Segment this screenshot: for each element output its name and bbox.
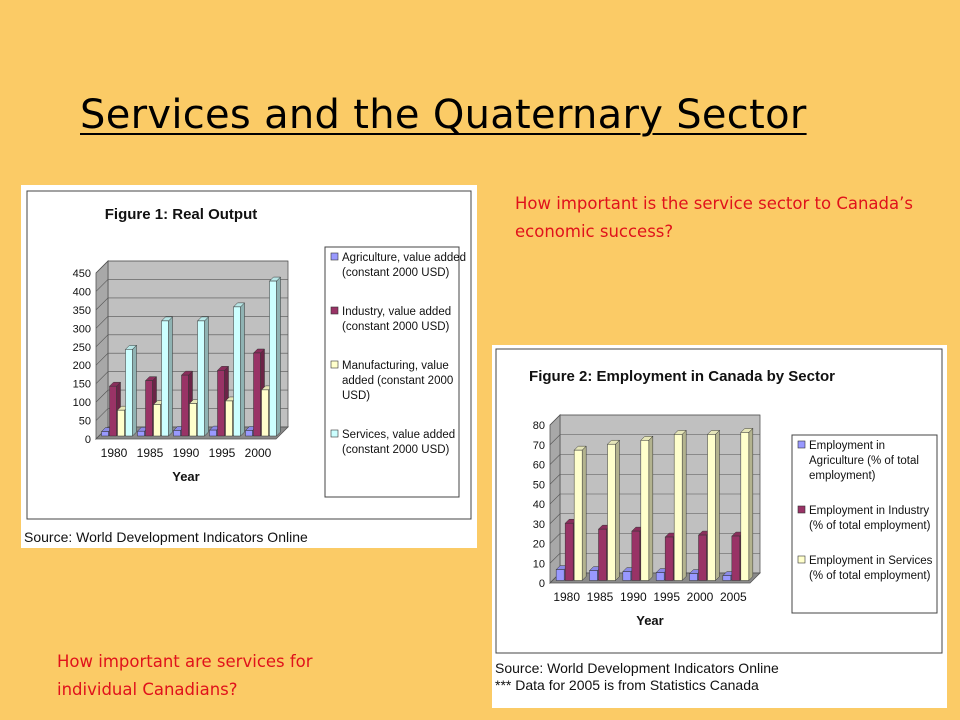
bar bbox=[565, 523, 573, 580]
y-tick-label: 300 bbox=[72, 323, 91, 336]
x-tick-label: 1985 bbox=[586, 590, 614, 604]
legend-label: Agriculture (% of total bbox=[809, 455, 919, 467]
bar-side bbox=[616, 440, 620, 580]
legend-label: Manufacturing, value bbox=[342, 360, 449, 372]
legend-label: Employment in Industry bbox=[809, 505, 930, 517]
bar-side bbox=[133, 345, 137, 436]
x-tick-label: 2005 bbox=[719, 590, 747, 604]
y-tick-label: 30 bbox=[532, 518, 545, 531]
legend-swatch bbox=[798, 441, 805, 448]
legend-swatch bbox=[331, 307, 338, 314]
y-tick-label: 70 bbox=[532, 439, 545, 452]
legend-label: (% of total employment) bbox=[809, 520, 931, 532]
bar bbox=[190, 404, 197, 436]
chart-note: *** Data for 2005 is from Statistics Canada bbox=[495, 677, 759, 693]
y-tick-label: 400 bbox=[72, 286, 91, 299]
bar-side bbox=[169, 317, 173, 436]
bar bbox=[126, 349, 133, 436]
y-tick-label: 200 bbox=[72, 360, 91, 373]
bar bbox=[182, 375, 189, 436]
bar bbox=[690, 574, 698, 581]
x-tick-label: 1995 bbox=[208, 446, 236, 460]
y-tick-label: 100 bbox=[72, 397, 91, 410]
bar-side bbox=[649, 436, 653, 580]
figure-1-real-output bbox=[21, 185, 477, 548]
figure-2-chart bbox=[492, 345, 947, 708]
bar bbox=[665, 537, 673, 580]
legend-label: (constant 2000 USD) bbox=[342, 444, 450, 456]
x-tick-label: 1980 bbox=[100, 446, 128, 460]
x-tick-label: 2000 bbox=[244, 446, 272, 460]
legend-swatch bbox=[331, 361, 338, 368]
bar bbox=[656, 573, 664, 581]
chart-source: Source: World Development Indicators Online bbox=[495, 660, 779, 676]
bar bbox=[138, 431, 145, 436]
y-tick-label: 20 bbox=[532, 538, 545, 551]
legend-label: (constant 2000 USD) bbox=[342, 321, 450, 333]
legend-label: USD) bbox=[342, 390, 371, 402]
x-tick-label: 1990 bbox=[619, 590, 647, 604]
bar bbox=[226, 401, 233, 436]
bar-side bbox=[682, 430, 686, 580]
slide-title: Services and the Quaternary Sector bbox=[80, 92, 807, 138]
y-tick-label: 50 bbox=[532, 479, 545, 492]
bar bbox=[146, 381, 153, 436]
question-service-sector: How important is the service sector to Canada’s economic success? bbox=[515, 194, 913, 241]
y-tick-label: 80 bbox=[532, 420, 545, 432]
bar-side bbox=[205, 317, 209, 436]
y-tick-label: 10 bbox=[532, 558, 545, 571]
y-tick-label: 450 bbox=[72, 268, 91, 280]
bar bbox=[708, 434, 716, 580]
legend-label: Industry, value added bbox=[342, 306, 452, 318]
y-tick-label: 0 bbox=[538, 578, 545, 590]
bar-side bbox=[716, 430, 720, 580]
bar bbox=[674, 434, 682, 580]
figure-1-chart bbox=[21, 185, 477, 548]
bar bbox=[198, 321, 205, 436]
legend-swatch bbox=[331, 253, 338, 260]
bar bbox=[608, 444, 616, 580]
bar bbox=[118, 410, 125, 436]
legend-swatch bbox=[798, 506, 805, 513]
bar bbox=[723, 576, 731, 581]
y-tick-label: 150 bbox=[72, 378, 91, 391]
bar bbox=[254, 353, 261, 436]
figure-2-employment bbox=[492, 345, 947, 708]
y-tick-label: 60 bbox=[532, 459, 545, 472]
bar bbox=[218, 370, 225, 436]
x-tick-label: 1980 bbox=[553, 590, 581, 604]
bar bbox=[262, 390, 269, 436]
bar bbox=[174, 430, 181, 436]
legend-label: (% of total employment) bbox=[809, 570, 931, 582]
question-individual-canadians: How important are services for individual Canadians? bbox=[57, 652, 313, 699]
x-tick-label: 1990 bbox=[172, 446, 200, 460]
bar-side bbox=[582, 446, 586, 580]
chart-title: Figure 1: Real Output bbox=[104, 206, 258, 223]
bar bbox=[574, 450, 582, 580]
legend-label: Services, value added bbox=[342, 429, 456, 441]
bar bbox=[699, 535, 707, 580]
x-tick-label: 2000 bbox=[686, 590, 714, 604]
bar-side bbox=[241, 303, 245, 436]
legend-label: added (constant 2000 bbox=[342, 375, 454, 387]
legend-swatch bbox=[331, 430, 338, 437]
bar bbox=[210, 430, 217, 436]
legend-label: employment) bbox=[809, 470, 876, 482]
y-tick-label: 0 bbox=[84, 434, 91, 446]
y-tick-label: 250 bbox=[72, 341, 91, 354]
legend-label: Employment in bbox=[809, 440, 886, 452]
bar bbox=[234, 307, 241, 436]
bar bbox=[110, 386, 117, 436]
chart-side-wall bbox=[96, 261, 108, 439]
bar bbox=[590, 571, 598, 581]
chart-source: Source: World Development Indicators Online bbox=[24, 529, 308, 545]
bar-side bbox=[277, 277, 281, 436]
bar bbox=[102, 432, 109, 436]
bar-side bbox=[749, 428, 753, 580]
bar bbox=[154, 405, 161, 436]
y-tick-label: 40 bbox=[532, 499, 545, 511]
x-axis-label: Year bbox=[172, 469, 200, 484]
bar bbox=[556, 570, 564, 581]
legend-label: Agriculture, value added bbox=[342, 252, 467, 264]
bar bbox=[270, 281, 277, 436]
y-tick-label: 350 bbox=[72, 304, 91, 317]
chart-title: Figure 2: Employment in Canada by Sector bbox=[529, 368, 835, 385]
x-tick-label: 1995 bbox=[653, 590, 681, 604]
bar bbox=[162, 321, 169, 436]
x-tick-label: 1985 bbox=[136, 446, 164, 460]
bar bbox=[623, 572, 631, 581]
bar bbox=[246, 430, 253, 436]
legend-label: Employment in Services bbox=[809, 555, 933, 567]
bar bbox=[632, 531, 640, 580]
legend-label: (constant 2000 USD) bbox=[342, 267, 450, 279]
bar bbox=[641, 440, 649, 580]
bar bbox=[741, 432, 749, 580]
legend-box bbox=[325, 247, 459, 497]
bar bbox=[599, 529, 607, 580]
bar bbox=[732, 536, 740, 580]
legend-swatch bbox=[798, 556, 805, 563]
y-tick-label: 50 bbox=[78, 415, 91, 428]
x-axis-label: Year bbox=[636, 613, 664, 628]
